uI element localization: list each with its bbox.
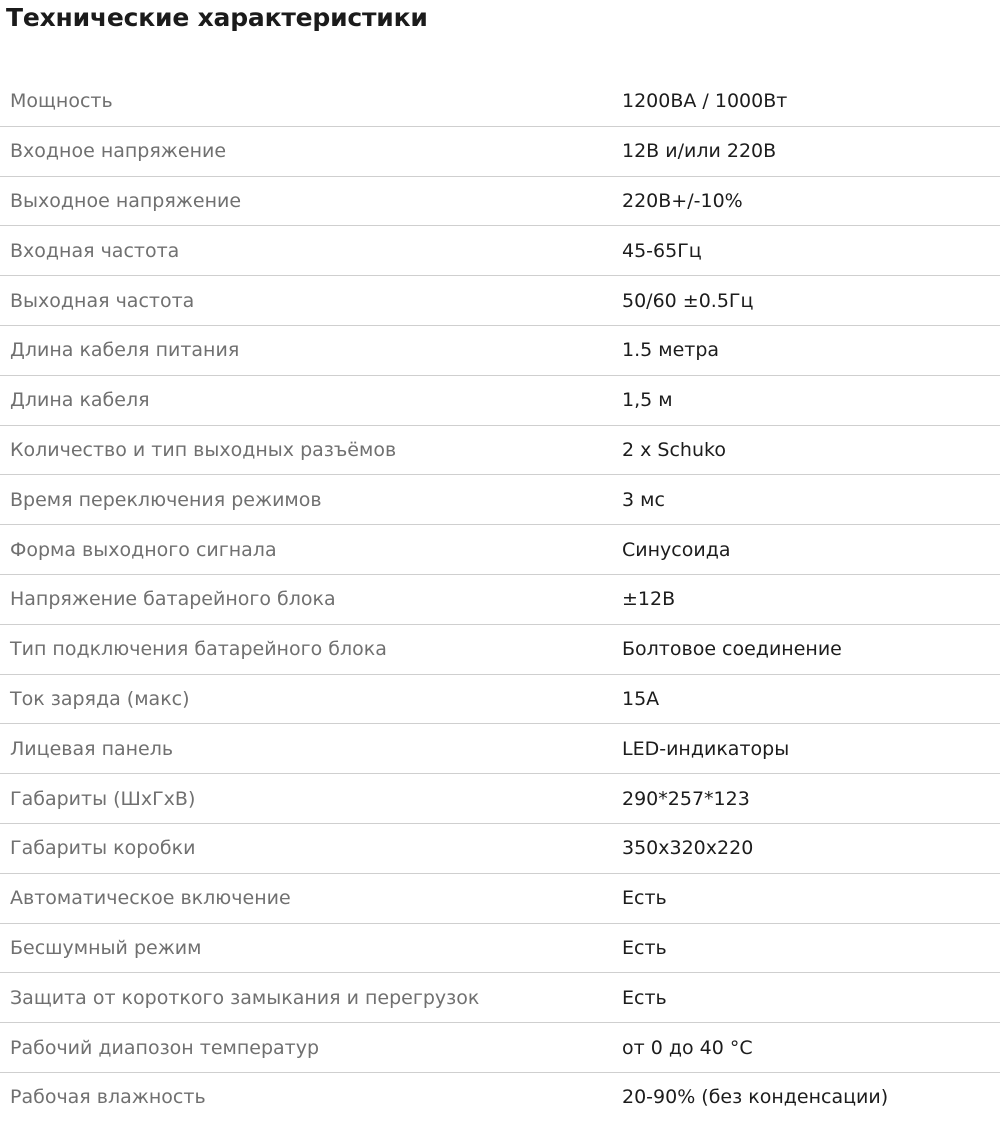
spec-row-waveform	[0, 524, 1000, 574]
spec-value: 290*257*123	[622, 787, 750, 810]
spec-row-switch-time	[0, 474, 1000, 524]
spec-value: 3 мс	[622, 488, 665, 511]
spec-value: 350х320х220	[622, 837, 754, 860]
spec-row-cable-length	[0, 375, 1000, 425]
spec-value: 45-65Гц	[622, 239, 702, 262]
spec-row-input-voltage	[0, 126, 1000, 176]
spec-label: Время переключения режимов	[10, 488, 322, 511]
spec-label: Количество и тип выходных разъёмов	[10, 438, 397, 461]
spec-value: 220В+/-10%	[622, 189, 743, 212]
spec-row-power	[0, 76, 1000, 126]
spec-row-output-frequency	[0, 275, 1000, 325]
spec-row-dimensions	[0, 773, 1000, 823]
spec-value: 2 х Schuko	[622, 438, 726, 461]
spec-value: 1200ВА / 1000Вт	[622, 89, 788, 112]
spec-row-humidity	[0, 1072, 1000, 1122]
spec-label: Длина кабеля	[10, 389, 150, 412]
spec-row-auto-start	[0, 873, 1000, 923]
page-title: Технические характеристики	[6, 3, 428, 32]
spec-label: Форма выходного сигнала	[10, 538, 277, 561]
spec-row-silent-mode	[0, 923, 1000, 973]
spec-label: Габариты коробки	[10, 837, 196, 860]
spec-value: Болтовое соединение	[622, 638, 842, 661]
spec-label: Входное напряжение	[10, 140, 227, 163]
spec-value: LED-индикаторы	[622, 737, 790, 760]
spec-label: Длина кабеля питания	[10, 339, 240, 362]
spec-value: Синусоида	[622, 538, 731, 561]
spec-row-outlets	[0, 425, 1000, 475]
spec-value: 50/60 ±0.5Гц	[622, 289, 754, 312]
spec-value: Есть	[622, 936, 667, 959]
spec-row-front-panel	[0, 723, 1000, 773]
spec-label: Выходное напряжение	[10, 189, 242, 212]
specs-table	[0, 76, 1000, 1122]
spec-value: 12В и/или 220В	[622, 140, 777, 163]
spec-label: Тип подключения батарейного блока	[10, 638, 387, 661]
spec-value: 15А	[622, 687, 660, 710]
spec-value: 20-90% (без конденсации)	[622, 1086, 889, 1109]
spec-label: Рабочий диапозон температур	[10, 1036, 320, 1059]
spec-row-input-frequency	[0, 225, 1000, 275]
spec-label: Бесшумный режим	[10, 936, 202, 959]
spec-value: от 0 до 40 °С	[622, 1036, 753, 1059]
spec-row-power-cable-length	[0, 325, 1000, 375]
spec-value: Есть	[622, 887, 667, 910]
spec-label: Входная частота	[10, 239, 180, 262]
spec-label: Мощность	[10, 89, 113, 112]
spec-label: Ток заряда (макс)	[10, 687, 190, 710]
spec-row-battery-connection	[0, 624, 1000, 674]
spec-label: Выходная частота	[10, 289, 195, 312]
spec-row-output-voltage	[0, 176, 1000, 226]
spec-label: Напряжение батарейного блока	[10, 588, 336, 611]
spec-row-charge-current	[0, 674, 1000, 724]
spec-value: Есть	[622, 986, 667, 1009]
spec-label: Габариты (ШхГхВ)	[10, 787, 196, 810]
spec-row-temperature-range	[0, 1022, 1000, 1072]
spec-value: 1.5 метра	[622, 339, 720, 362]
spec-label: Рабочая влажность	[10, 1086, 206, 1109]
spec-value: 1,5 м	[622, 389, 673, 412]
spec-row-protection	[0, 972, 1000, 1022]
spec-row-battery-voltage	[0, 574, 1000, 624]
spec-row-box-dimensions	[0, 823, 1000, 873]
spec-label: Лицевая панель	[10, 737, 174, 760]
spec-label: Защита от короткого замыкания и перегрузок	[10, 986, 480, 1009]
spec-value: ±12В	[622, 588, 676, 611]
spec-label: Автоматическое включение	[10, 887, 291, 910]
